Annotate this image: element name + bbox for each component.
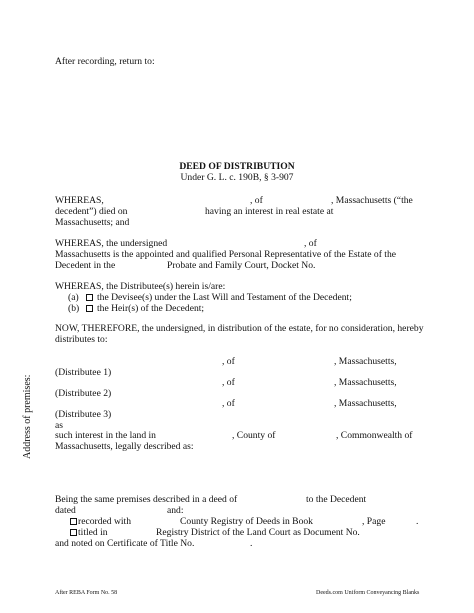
whereas1-of: , of — [250, 195, 263, 206]
premises-dated: dated — [55, 505, 76, 516]
whereas1-died-on: decedent”) died on — [55, 206, 128, 217]
premises-period2: . — [250, 538, 253, 549]
distributee3-label: (Distributee 3) — [55, 409, 112, 420]
return-to-line: After recording, return to: — [55, 56, 155, 67]
distributee2-of: , of — [222, 377, 235, 388]
whereas2-start: WHEREAS, the undersigned — [55, 238, 168, 249]
premises-line1: Being the same premises described in a deed of — [55, 494, 238, 505]
premises-and: and: — [167, 505, 184, 516]
option-b-label: (b) — [68, 303, 80, 314]
whereas1-ma: , Massachusetts (“the — [331, 195, 413, 206]
whereas3-start: WHEREAS, the Distributee(s) herein is/are: — [55, 281, 226, 292]
whereas1-end: Massachusetts; and — [55, 217, 130, 228]
distributee1-of: , of — [222, 356, 235, 367]
whereas2-decedent: Decedent in the — [55, 260, 116, 271]
option-a-text: the Devisee(s) under the Last Will and Testament of the Decedent; — [97, 292, 352, 303]
footer-form-number: After REBA Form No. 58 — [55, 590, 118, 596]
recorded-checkbox[interactable] — [70, 518, 77, 525]
devisee-checkbox[interactable] — [86, 294, 93, 301]
titled-checkbox[interactable] — [70, 529, 77, 536]
premises-period1: . — [416, 516, 419, 527]
premises-page: , Page — [362, 516, 386, 527]
land-county: , County of — [232, 430, 276, 441]
address-of-premises-label: Address of premises: — [22, 374, 33, 459]
distributee2-label: (Distributee 2) — [55, 388, 112, 399]
heir-checkbox[interactable] — [86, 305, 93, 312]
distributee3-ma: , Massachusetts, — [334, 398, 397, 409]
land-as: as — [55, 420, 63, 431]
now-therefore-line2: distributes to: — [55, 334, 108, 345]
distributee1-ma: , Massachusetts, — [334, 356, 397, 367]
premises-certificate: and noted on Certificate of Title No. — [55, 538, 195, 549]
premises-land-court: Registry District of the Land Court as Document No. — [156, 527, 360, 538]
distributee3-of: , of — [222, 398, 235, 409]
land-line1-a: such interest in the land in — [55, 430, 156, 441]
footer-source: Deeds.com Uniform Conveyancing Blanks — [316, 590, 420, 596]
premises-titled: titled in — [78, 527, 108, 538]
whereas2-of: , of — [304, 238, 317, 249]
premises-to-decedent: to the Decedent — [306, 494, 367, 505]
premises-registry: County Registry of Deeds in Book — [180, 516, 313, 527]
document-title: DEED OF DISTRIBUTION — [179, 161, 295, 172]
whereas2-court: Probate and Family Court, Docket No. — [167, 260, 316, 271]
whereas1-interest: having an interest in real estate at — [205, 206, 334, 217]
whereas1-start: WHEREAS, — [55, 195, 104, 206]
whereas2-line2: Massachusetts is the appointed and qualified Personal Representative of the Estate of the — [55, 249, 397, 260]
land-described: Massachusetts, legally described as: — [55, 441, 194, 452]
land-commonwealth: , Commonwealth of — [336, 430, 413, 441]
premises-recorded: recorded with — [78, 516, 132, 527]
distributee1-label: (Distributee 1) — [55, 367, 112, 378]
now-therefore-line1: NOW, THEREFORE, the undersigned, in distribution of the estate, for no consideration, hereby — [55, 323, 424, 334]
document-subtitle: Under G. L. c. 190B, § 3-907 — [180, 172, 294, 183]
option-a-label: (a) — [68, 292, 79, 303]
option-b-text: the Heir(s) of the Decedent; — [97, 303, 205, 314]
distributee2-ma: , Massachusetts, — [334, 377, 397, 388]
